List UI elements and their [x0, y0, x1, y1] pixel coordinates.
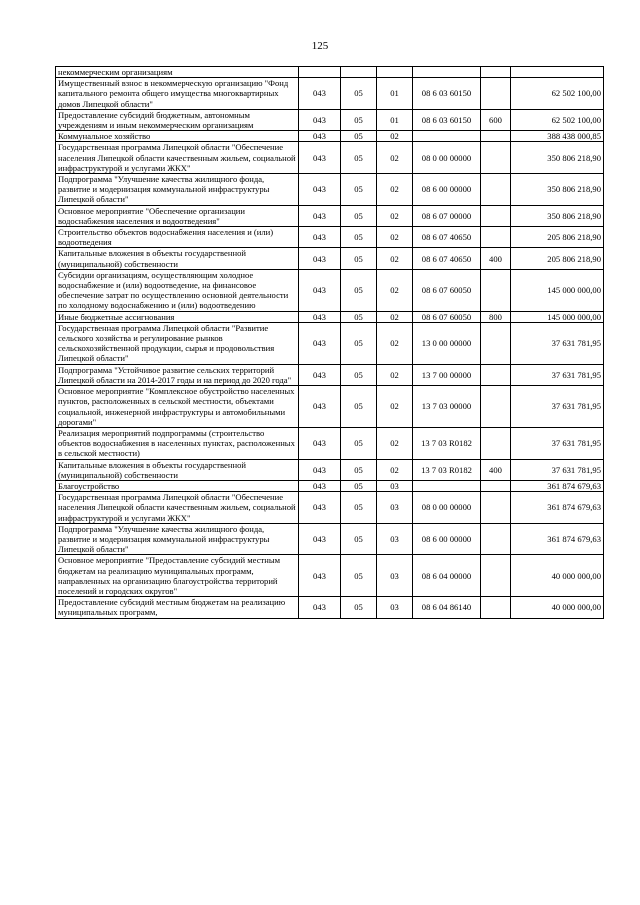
- row-section: 05: [341, 523, 377, 555]
- row-amount: 37 631 781,95: [511, 427, 604, 459]
- row-subsection: 02: [377, 269, 413, 311]
- row-expense-type: [481, 78, 511, 110]
- row-amount: 361 874 679,63: [511, 492, 604, 524]
- table-row: [56, 492, 604, 524]
- row-admin-code: 043: [299, 311, 341, 322]
- row-target-article: 08 6 03 60150: [413, 78, 481, 110]
- row-section: 05: [341, 78, 377, 110]
- row-name: Имущественный взнос в некоммерческую организацию "Фонд капитального ремонта общего имущества многоквартирных домов Липецкой области": [56, 78, 299, 110]
- row-name: Строительство объектов водоснабжения населения и (или) водоотведения: [56, 227, 299, 248]
- row-amount: 388 438 000,85: [511, 131, 604, 142]
- row-name: Подпрограмма "Устойчивое развитие сельских территорий Липецкой области на 2014-2017 годы и на период до 2020 года": [56, 364, 299, 385]
- row-expense-type: [481, 480, 511, 491]
- table-row: [56, 322, 604, 364]
- row-target-article: [413, 131, 481, 142]
- row-name: Подпрограмма "Улучшение качества жилищного фонда, развитие и модернизация коммунальной инфраструктуры Липецкой области": [56, 523, 299, 555]
- row-section: 05: [341, 109, 377, 130]
- row-subsection: 02: [377, 205, 413, 226]
- row-section: 05: [341, 480, 377, 491]
- row-subsection: 02: [377, 131, 413, 142]
- row-expense-type: [481, 174, 511, 206]
- table-row: [56, 227, 604, 248]
- row-admin-code: 043: [299, 78, 341, 110]
- row-subsection: 03: [377, 480, 413, 491]
- row-name: Предоставление субсидий местным бюджетам на реализацию муниципальных программ,: [56, 597, 299, 618]
- page-number: 125: [311, 40, 329, 52]
- row-section: 05: [341, 322, 377, 364]
- row-admin-code: [299, 67, 341, 78]
- row-subsection: 03: [377, 523, 413, 555]
- table-row: [56, 459, 604, 480]
- row-amount: [511, 67, 604, 78]
- row-subsection: 01: [377, 78, 413, 110]
- table-row: [56, 311, 604, 322]
- table-row: [56, 480, 604, 491]
- row-admin-code: 043: [299, 597, 341, 618]
- table-row: [56, 78, 604, 110]
- row-section: 05: [341, 269, 377, 311]
- row-expense-type: [481, 205, 511, 226]
- row-subsection: 02: [377, 386, 413, 428]
- row-target-article: 08 6 04 86140: [413, 597, 481, 618]
- row-amount: 40 000 000,00: [511, 555, 604, 597]
- table-row: [56, 427, 604, 459]
- row-expense-type: [481, 322, 511, 364]
- row-target-article: 13 7 03 00000: [413, 386, 481, 428]
- row-expense-type: [481, 523, 511, 555]
- row-section: 05: [341, 142, 377, 174]
- row-section: 05: [341, 492, 377, 524]
- row-subsection: 01: [377, 109, 413, 130]
- row-name: Государственная программа Липецкой области "Обеспечение населения Липецкой области качественным жильем, социальной инфраструктурой и услугами ЖКХ": [56, 142, 299, 174]
- row-name: Государственная программа Липецкой области "Обеспечение населения Липецкой области качественным жильем, социальной инфраструктурой и услугами ЖКХ": [56, 492, 299, 524]
- row-section: 05: [341, 459, 377, 480]
- row-admin-code: 043: [299, 523, 341, 555]
- row-admin-code: 043: [299, 174, 341, 206]
- row-subsection: 02: [377, 174, 413, 206]
- row-target-article: 13 0 00 00000: [413, 322, 481, 364]
- row-target-article: 08 6 07 60050: [413, 311, 481, 322]
- row-expense-type: [481, 131, 511, 142]
- row-name: Субсидии организациям, осуществляющим холодное водоснабжение и (или) водоотведение, на финансовое обеспечение затрат по осуществлению основной деятельности по холодному водоснабжению и (или) водоотведению: [56, 269, 299, 311]
- row-amount: 205 806 218,90: [511, 248, 604, 269]
- table-row: [56, 131, 604, 142]
- table-row: [56, 109, 604, 130]
- row-target-article: [413, 480, 481, 491]
- row-target-article: 13 7 00 00000: [413, 364, 481, 385]
- row-amount: 37 631 781,95: [511, 459, 604, 480]
- row-amount: 145 000 000,00: [511, 269, 604, 311]
- row-admin-code: 043: [299, 322, 341, 364]
- row-admin-code: 043: [299, 459, 341, 480]
- row-section: 05: [341, 248, 377, 269]
- row-admin-code: 043: [299, 109, 341, 130]
- row-amount: 205 806 218,90: [511, 227, 604, 248]
- row-name: Основное мероприятие "Предоставление субсидий местным бюджетам на реализацию муниципальных программ, направленных на организацию благоустройства территорий поселений и городских округов": [56, 555, 299, 597]
- row-target-article: 08 6 07 60050: [413, 269, 481, 311]
- row-amount: 40 000 000,00: [511, 597, 604, 618]
- row-admin-code: 043: [299, 227, 341, 248]
- row-section: 05: [341, 174, 377, 206]
- table-row: [56, 523, 604, 555]
- table-row: [56, 555, 604, 597]
- row-section: 05: [341, 427, 377, 459]
- row-target-article: 13 7 03 R0182: [413, 427, 481, 459]
- row-target-article: 13 7 03 R0182: [413, 459, 481, 480]
- row-amount: 62 502 100,00: [511, 109, 604, 130]
- row-subsection: 02: [377, 427, 413, 459]
- row-admin-code: 043: [299, 555, 341, 597]
- row-expense-type: 400: [481, 459, 511, 480]
- row-target-article: 08 6 00 00000: [413, 174, 481, 206]
- row-target-article: [413, 67, 481, 78]
- row-expense-type: [481, 597, 511, 618]
- row-amount: 350 806 218,90: [511, 142, 604, 174]
- row-target-article: 08 6 00 00000: [413, 523, 481, 555]
- row-section: [341, 67, 377, 78]
- table-row: [56, 597, 604, 618]
- table-body: [56, 67, 604, 619]
- row-expense-type: [481, 227, 511, 248]
- row-subsection: 02: [377, 311, 413, 322]
- row-expense-type: 400: [481, 248, 511, 269]
- row-expense-type: [481, 142, 511, 174]
- table-row: [56, 269, 604, 311]
- row-subsection: 03: [377, 492, 413, 524]
- row-name: некоммерческим организациям: [56, 67, 299, 78]
- row-subsection: [377, 67, 413, 78]
- row-expense-type: [481, 492, 511, 524]
- row-amount: 62 502 100,00: [511, 78, 604, 110]
- budget-table: [55, 66, 604, 619]
- table-row: [56, 364, 604, 385]
- row-admin-code: 043: [299, 427, 341, 459]
- row-amount: 350 806 218,90: [511, 174, 604, 206]
- row-expense-type: 600: [481, 109, 511, 130]
- row-subsection: 02: [377, 142, 413, 174]
- row-name: Коммунальное хозяйство: [56, 131, 299, 142]
- row-amount: 37 631 781,95: [511, 364, 604, 385]
- row-target-article: 08 6 04 00000: [413, 555, 481, 597]
- row-target-article: 08 0 00 00000: [413, 492, 481, 524]
- row-target-article: 08 6 07 40650: [413, 248, 481, 269]
- row-name: Основное мероприятие "Обеспечение организации водоснабжения населения и водоотведения": [56, 205, 299, 226]
- row-admin-code: 043: [299, 131, 341, 142]
- row-section: 05: [341, 386, 377, 428]
- table-row: [56, 386, 604, 428]
- row-admin-code: 043: [299, 364, 341, 385]
- table-row: [56, 67, 604, 78]
- row-admin-code: 043: [299, 386, 341, 428]
- row-name: Реализация мероприятий подпрограммы (строительство объектов водоснабжения в населенных пунктах, расположенных в сельской местности): [56, 427, 299, 459]
- row-admin-code: 043: [299, 269, 341, 311]
- row-section: 05: [341, 364, 377, 385]
- table-row: [56, 248, 604, 269]
- row-amount: 361 874 679,63: [511, 523, 604, 555]
- row-expense-type: [481, 67, 511, 78]
- row-expense-type: [481, 269, 511, 311]
- row-expense-type: [481, 386, 511, 428]
- row-admin-code: 043: [299, 205, 341, 226]
- row-subsection: 02: [377, 459, 413, 480]
- row-subsection: 02: [377, 248, 413, 269]
- row-target-article: 08 0 00 00000: [413, 142, 481, 174]
- table-row: [56, 142, 604, 174]
- row-subsection: 02: [377, 364, 413, 385]
- row-target-article: 08 6 03 60150: [413, 109, 481, 130]
- row-admin-code: 043: [299, 142, 341, 174]
- row-name: Подпрограмма "Улучшение качества жилищного фонда, развитие и модернизация коммунальной инфраструктуры Липецкой области": [56, 174, 299, 206]
- row-expense-type: [481, 427, 511, 459]
- row-subsection: 02: [377, 322, 413, 364]
- row-subsection: 03: [377, 555, 413, 597]
- row-subsection: 02: [377, 227, 413, 248]
- row-name: Иные бюджетные ассигнования: [56, 311, 299, 322]
- row-amount: 350 806 218,90: [511, 205, 604, 226]
- row-section: 05: [341, 597, 377, 618]
- row-section: 05: [341, 311, 377, 322]
- row-subsection: 03: [377, 597, 413, 618]
- table-row: [56, 205, 604, 226]
- row-admin-code: 043: [299, 480, 341, 491]
- row-amount: 145 000 000,00: [511, 311, 604, 322]
- row-admin-code: 043: [299, 248, 341, 269]
- table-row: [56, 174, 604, 206]
- row-expense-type: [481, 555, 511, 597]
- row-name: Государственная программа Липецкой области "Развитие сельского хозяйства и регулирование рынков сельскохозяйственной продукции, сырья и продовольствия Липецкой области": [56, 322, 299, 364]
- row-name: Основное мероприятие "Комплексное обустройство населенных пунктов, расположенных в сельской местности, объектами социальной, инженерной инфраструктуры и автомобильными дорогами": [56, 386, 299, 428]
- row-section: 05: [341, 131, 377, 142]
- row-name: Благоустройство: [56, 480, 299, 491]
- row-section: 05: [341, 227, 377, 248]
- row-amount: 37 631 781,95: [511, 386, 604, 428]
- row-amount: 361 874 679,63: [511, 480, 604, 491]
- row-section: 05: [341, 555, 377, 597]
- row-target-article: 08 6 07 40650: [413, 227, 481, 248]
- row-expense-type: [481, 364, 511, 385]
- row-admin-code: 043: [299, 492, 341, 524]
- row-target-article: 08 6 07 00000: [413, 205, 481, 226]
- row-amount: 37 631 781,95: [511, 322, 604, 364]
- row-name: Капитальные вложения в объекты государственной (муниципальной) собственности: [56, 459, 299, 480]
- row-name: Предоставление субсидий бюджетным, автономным учреждениям и иным некоммерческим организациям: [56, 109, 299, 130]
- row-expense-type: 800: [481, 311, 511, 322]
- row-section: 05: [341, 205, 377, 226]
- row-name: Капитальные вложения в объекты государственной (муниципальной) собственности: [56, 248, 299, 269]
